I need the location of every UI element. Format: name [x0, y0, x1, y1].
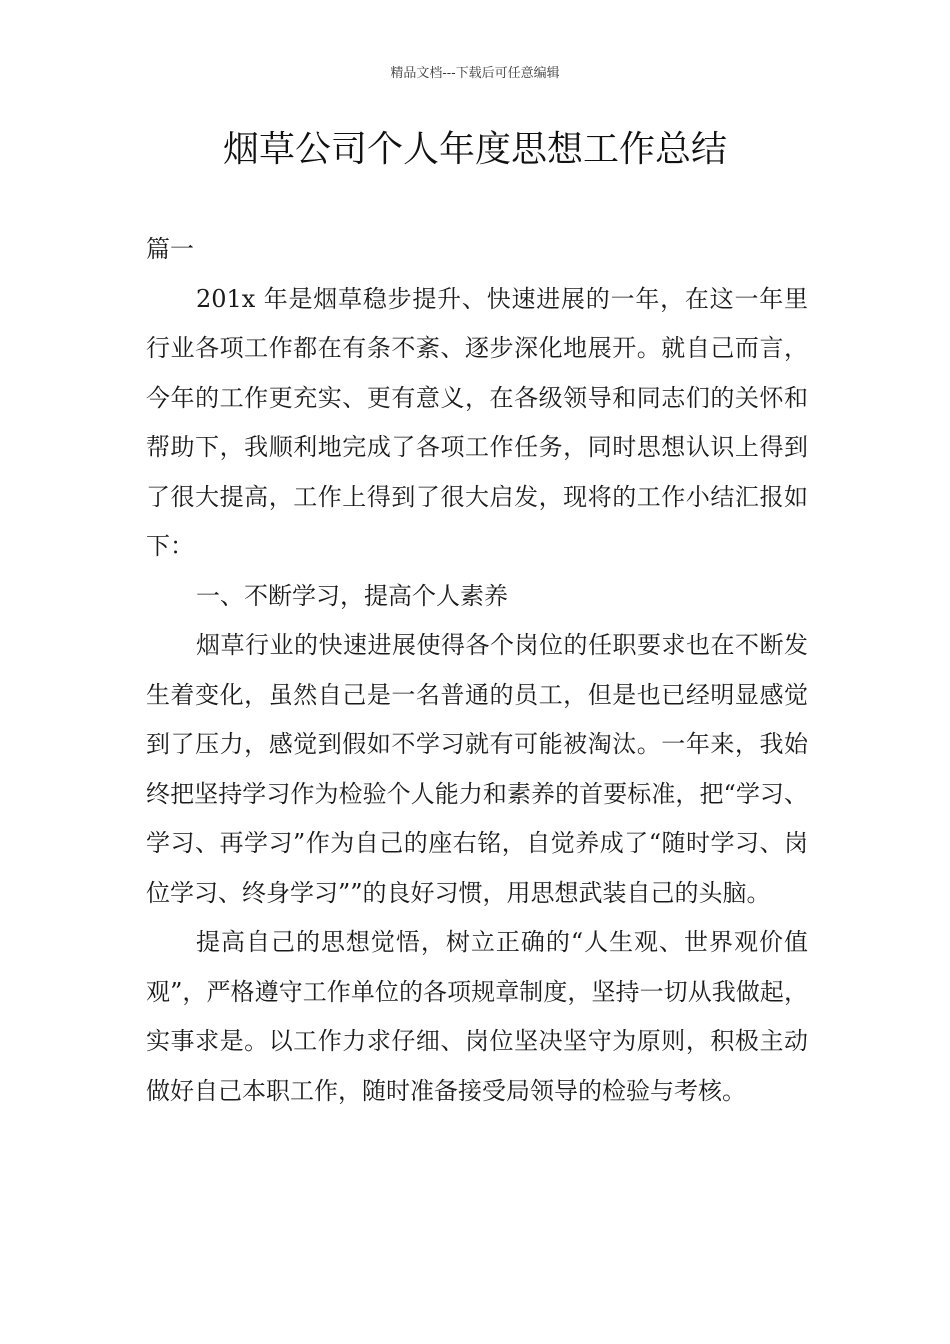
paragraph-intro: 201x 年是烟草稳步提升、快速进展的一年，在这一年里行业各项工作都在有条不紊、逐步深化地展开。就自己而言，今年的工作更充实、更有意义，在各级领导和同志们的关怀和帮助下，我顺利地完成了各项工作任务，同时思想认识上得到了很大提高，工作上得到了很大启发，现将的工作小结汇报如下： — [146, 284, 808, 560]
paragraph-awareness: 提高自己的思想觉悟，树立正确的“人生观、世界观价值观”，严格遵守工作单位的各项规章制度，坚持一切从我做起，实事求是。以工作力求仔细、岗位坚决坚守为原则，积极主动做好自己本职工作，随时准备接受局领导的检验与考核。 — [146, 928, 808, 1105]
paragraph-study: 烟草行业的快速进展使得各个岗位的任职要求也在不断发生着变化，虽然自己是一名普通的员工，但是也已经明显感觉到了压力，感觉到假如不学习就有可能被淘汰。一年来，我始终把坚持学习作为检验个人能力和素养的首要标准，把“学习、学习、再学习”作为自己的座右铭，自觉养成了“随时学习、岗位学习、终身学习””的良好习惯，用思想武装自己的头脑。 — [146, 631, 808, 907]
paragraph-heading-study: 一、不断学习，提高个人素养 — [196, 581, 508, 610]
section-label: 篇一 — [146, 235, 194, 263]
document-body — [146, 225, 808, 1116]
header-note: 精品文档---下载后可任意编辑 — [390, 66, 560, 81]
document-title: 烟草公司个人年度思想工作总结 — [222, 129, 727, 170]
